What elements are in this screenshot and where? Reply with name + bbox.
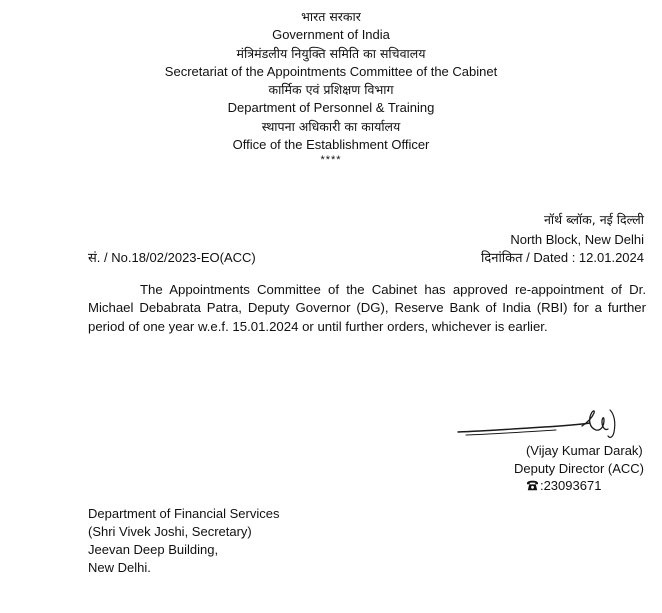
- department-english: Department of Personnel & Training: [227, 100, 435, 116]
- secretariat-hindi: मंत्रिमंडलीय नियुक्ति समिति का सचिवालय: [236, 45, 426, 61]
- addressee-block: [88, 505, 279, 577]
- order-paragraph: The Appointments Committee of the Cabinet has approved re-appointment of Dr. Michael Debabrata Patra, Deputy Governor (DG), Reserve Bank of India (RBI) for a further period of one year w.e.f. 15.01.2024 or until further orders, whichever is earlier.: [88, 282, 646, 334]
- handwritten-signature: [444, 404, 644, 444]
- department-hindi: कार्मिक एवं प्रशिक्षण विभाग: [268, 82, 394, 98]
- signatory-phone: [514, 477, 644, 495]
- place-hindi: नॉर्थ ब्लॉक, नई दिल्ली: [543, 212, 644, 227]
- secretariat-english: Secretariat of the Appointments Committee of the Cabinet: [164, 63, 498, 79]
- office-hindi: स्थापना अधिकारी का कार्यालय: [261, 118, 401, 134]
- reference-number: सं. / No.18/02/2023-EO(ACC): [88, 250, 256, 265]
- signatory-name: (Vijay Kumar Darak): [525, 443, 643, 458]
- signatory-designation: Deputy Director (ACC): [513, 460, 644, 476]
- signatory-details: [514, 442, 644, 495]
- telephone-icon: [526, 480, 539, 491]
- government-english: Government of India: [272, 27, 390, 43]
- signature-block: [444, 404, 644, 504]
- letterhead: [0, 8, 662, 166]
- office-english: Office of the Establishment Officer: [232, 137, 430, 153]
- reference-row: [88, 249, 644, 267]
- issue-date: दिनांकित / Dated : 12.01.2024: [480, 250, 644, 265]
- addressee-line-2: (Shri Vivek Joshi, Secretary): [88, 524, 252, 539]
- addressee-line-1: Department of Financial Services: [88, 506, 280, 521]
- separator-stars: ****: [320, 154, 342, 167]
- place-english: North Block, New Delhi: [510, 232, 644, 247]
- government-hindi: भारत सरकार: [301, 9, 361, 24]
- addressee-line-4: New Delhi.: [88, 560, 151, 575]
- addressee-line-3: Jeevan Deep Building,: [88, 542, 219, 557]
- phone-number: :23093671: [539, 478, 602, 493]
